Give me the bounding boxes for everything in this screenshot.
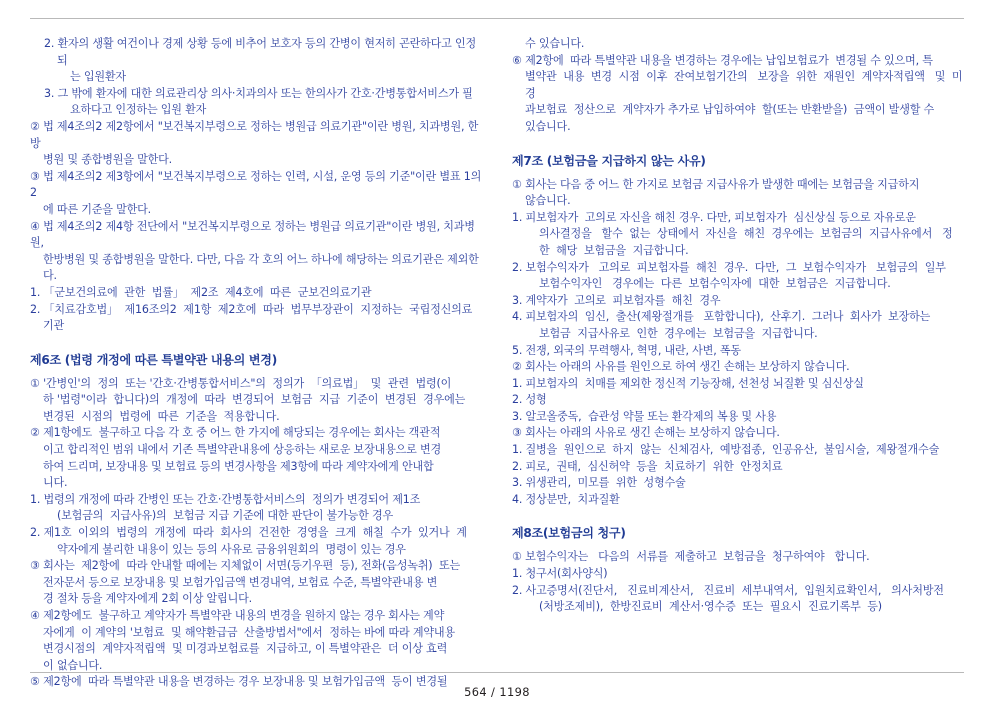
text-line: 별약관 내용 변경 시점 이후 잔여보험기간의 보장을 위한 재원인 계약자적립액 및 미경 bbox=[525, 70, 963, 100]
text-line: ③ 회사는 아래의 사유로 생긴 손해는 보상하지 않습니다. bbox=[512, 426, 780, 440]
text-line: 경 절차 등을 계약자에게 2회 이상 알립니다. bbox=[43, 592, 252, 606]
text-line: 하여 드리며, 보장내용 및 보험료 등의 변경사항을 제3항에 따라 계약자에게 안내합 bbox=[43, 459, 434, 473]
text-line: 요하다고 인정하는 입원 환자 bbox=[70, 103, 207, 117]
text-line: 4. 정상분만, 치과질환 bbox=[512, 492, 620, 506]
text-line: ② 법 제4조의2 제2항에서 "보건복지부령으로 정하는 병원급 의료기관"이란 병원, 치과병원, 한방 bbox=[30, 119, 479, 150]
section-7-body bbox=[512, 177, 964, 509]
section-6-heading: 제6조 (법령 개정에 따른 특별약관 내용의 변경) bbox=[30, 352, 277, 367]
text-line: 1. 법령의 개정에 따라 간병인 또는 간호·간병통합서비스의 정의가 변경되어 제1조 bbox=[30, 492, 421, 506]
text-line: ⑤ 제2항에 따라 특별약관 내용을 변경하는 경우 보장내용 및 보험가입금액 등이 변경될 bbox=[30, 675, 448, 689]
text-line: 이고 합리적인 범위 내에서 기존 특별약관내용에 상응하는 새로운 보장내용으로 변경 bbox=[43, 443, 442, 457]
text-line: 니다. bbox=[43, 476, 68, 490]
text-line: 수 있습니다. bbox=[525, 37, 585, 50]
text-line: ③ 법 제4조의2 제3항에서 "보건복지부령으로 정하는 인력, 시설, 운영 등의 기준"이란 별표 1의2 bbox=[30, 169, 482, 200]
text-line: 다. bbox=[43, 269, 57, 283]
text-line: 2. 환자의 생활 여건이나 경제 상황 등에 비추어 보호자 등의 간병이 현저히 곤란하다고 인정되 bbox=[44, 37, 477, 67]
right-column bbox=[512, 36, 964, 663]
text-line: 의사결정을 할수 없는 상태에서 자신을 해친 경우에는 보험금의 지급사유에서 정 bbox=[539, 227, 953, 241]
section-8-body bbox=[512, 549, 964, 615]
text-line: 전자문서 등으로 보장내용 및 보험가입금액 변경내역, 보험료 수준, 특별약관내용 변 bbox=[43, 575, 438, 589]
text-line: 병원 및 종합병원을 말한다. bbox=[43, 153, 172, 167]
text-line: ③ 회사는 제2항에 따라 안내할 때에는 지체없이 서면(등기우편 등), 전화(음성녹취) 또는 bbox=[30, 559, 461, 573]
section-7-heading: 제7조 (보험금을 지급하지 않는 사유) bbox=[512, 153, 706, 168]
text-line: ④ 제2항에도 불구하고 계약자가 특별약관 내용의 변경을 원하지 않는 경우 회사는 계약 bbox=[30, 609, 445, 622]
text-line: 과보험료 정산으로 계약자가 추가로 납입하여야 할(또는 반환받을) 금액이 발생할 수 bbox=[525, 103, 935, 117]
text-line: 변경된 시점의 법령에 따른 기준을 적용합니다. bbox=[43, 409, 280, 423]
text-line: 1. 피보험자가 고의로 자신을 해친 경우. 다만, 피보험자가 심신상실 등으로 자유로운 bbox=[512, 210, 916, 224]
text-line: 않습니다. bbox=[525, 194, 571, 208]
text-line: (보험금의 지급사유)의 보험금 지급 기준에 대한 판단이 불가능한 경우 bbox=[57, 509, 393, 523]
text-line: 3. 계약자가 고의로 피보험자를 해친 경우 bbox=[512, 293, 721, 307]
text-line: 한방병원 및 종합병원을 말한다. 다만, 다음 각 호의 어느 하나에 해당하는 의료기관은 제외한 bbox=[43, 252, 479, 266]
text-line: ⑥ 제2항에 따라 특별약관 내용을 변경하는 경우에는 납입보험료가 변경될 수 있으며, 특 bbox=[512, 53, 933, 67]
header-divider bbox=[30, 18, 964, 19]
text-line: ② 회사는 아래의 사유를 원인으로 하여 생긴 손해는 보상하지 않습니다. bbox=[512, 360, 850, 374]
text-line: 3. 알코올중독, 습관성 약물 또는 환각제의 복용 및 사용 bbox=[512, 409, 777, 423]
text-line: 보험수익자인 경우에는 다른 보험수익자에 대한 보험금은 지급합니다. bbox=[539, 277, 891, 291]
left-column bbox=[30, 36, 482, 689]
text-line: ② 제1항에도 불구하고 다음 각 호 중 어느 한 가지에 해당되는 경우에는 회사는 객관적 bbox=[30, 426, 441, 440]
text-line: 1. 청구서(회사양식) bbox=[512, 567, 608, 581]
text-line: ① '간병인'의 정의 또는 '간호·간병통합서비스"의 정의가 「의료법」 및 관련 법령(이 bbox=[30, 376, 452, 390]
text-line: 2. 보험수익자가 고의로 피보험자를 해친 경우. 다만, 그 보험수익자가 보험금의 일부 bbox=[512, 260, 946, 274]
text-line: 이 없습니다. bbox=[43, 658, 103, 672]
text-line: 1. 「군보건의료에 관한 법률」 제2조 제4호에 따른 군보건의료기관 bbox=[30, 285, 372, 299]
text-line: 있습니다. bbox=[525, 119, 571, 133]
text-line: 2. 피로, 권태, 심신허약 등을 치료하기 위한 안정치료 bbox=[512, 459, 783, 473]
two-column-body bbox=[30, 36, 964, 689]
text-line: ① 보험수익자는 다음의 서류를 제출하고 보험금을 청구하여야 합니다. bbox=[512, 550, 870, 564]
text-line: 2. 「치료감호법」 제16조의2 제1항 제2호에 따라 법무부장관이 지정하는 국립정신의료기관 bbox=[30, 302, 473, 333]
section-8-heading: 제8조(보험금의 청구) bbox=[512, 526, 626, 541]
right-top-continuation bbox=[512, 36, 964, 136]
section-6-body bbox=[30, 376, 482, 691]
text-line: 하 '법령"이라 합니다)의 개정에 따라 변경되어 보험금 지급 기준이 변경된 경우에는 bbox=[43, 393, 466, 407]
text-line: 약자에게 불리한 내용이 있는 등의 사유로 금융위원회의 명령이 있는 경우 bbox=[57, 542, 406, 556]
text-line: 보험금 지급사유로 인한 경우에는 보험금을 지급합니다. bbox=[539, 326, 818, 340]
text-line: 2. 사고증명서(진단서, 진료비계산서, 진료비 세부내역서, 입원치료확인서, 의사처방전 bbox=[512, 583, 944, 597]
text-line: 4. 피보험자의 임신, 출산(제왕절개를 포함합니다), 산후기. 그러나 회사가 보장하는 bbox=[512, 310, 931, 324]
text-line: 1. 피보험자의 치매를 제외한 정신적 기능장해, 선천성 뇌질환 및 심신상실 bbox=[512, 376, 864, 390]
text-line: (처방조제비), 한방진료비 계산서·영수증 또는 필요시 진료기록부 등) bbox=[539, 600, 882, 614]
text-line: 에 따른 기준을 말한다. bbox=[43, 202, 151, 216]
text-line: 변경시점의 계약자적립액 및 미경과보험료를 지급하고, 이 특별약관은 더 이상 효력 bbox=[43, 642, 448, 656]
text-line: 자에게 이 계약의 '보험료 및 해약환급금 산출방법서"에서 정하는 바에 따라 계약내용 bbox=[43, 625, 455, 639]
text-line: 3. 위생관리, 미모를 위한 성형수술 bbox=[512, 476, 686, 490]
text-line: 3. 그 밖에 환자에 대한 의료관리상 의사·치과의사 또는 한의사가 간호·간병통합서비스가 필 bbox=[44, 86, 473, 100]
text-line: 5. 전쟁, 외국의 무력행사, 혁명, 내란, 사변, 폭동 bbox=[512, 343, 741, 357]
text-line: 는 입원환자 bbox=[70, 70, 126, 84]
text-line: 2. 성형 bbox=[512, 393, 547, 407]
text-line: 1. 질병을 원인으로 하지 않는 신체검사, 예방접종, 인공유산, 불임시술, 제왕절개수술 bbox=[512, 443, 940, 457]
text-line: ④ 법 제4조의2 제4항 전단에서 "보건복지부령으로 정하는 병원급 의료기관"이란 병원, 치과병원, bbox=[30, 219, 475, 250]
text-line: 한 해당 보험금을 지급합니다. bbox=[539, 243, 689, 257]
page-number: 564 / 1198 bbox=[464, 685, 530, 699]
text-line: 2. 제1호 이외의 법령의 개정에 따라 회사의 건전한 경영을 크게 해칠 수가 있거나 계 bbox=[30, 526, 467, 540]
left-top-list bbox=[30, 36, 482, 335]
text-line: ① 회사는 다음 중 어느 한 가지로 보험금 지급사유가 발생한 때에는 보험금을 지급하지 bbox=[512, 177, 920, 191]
